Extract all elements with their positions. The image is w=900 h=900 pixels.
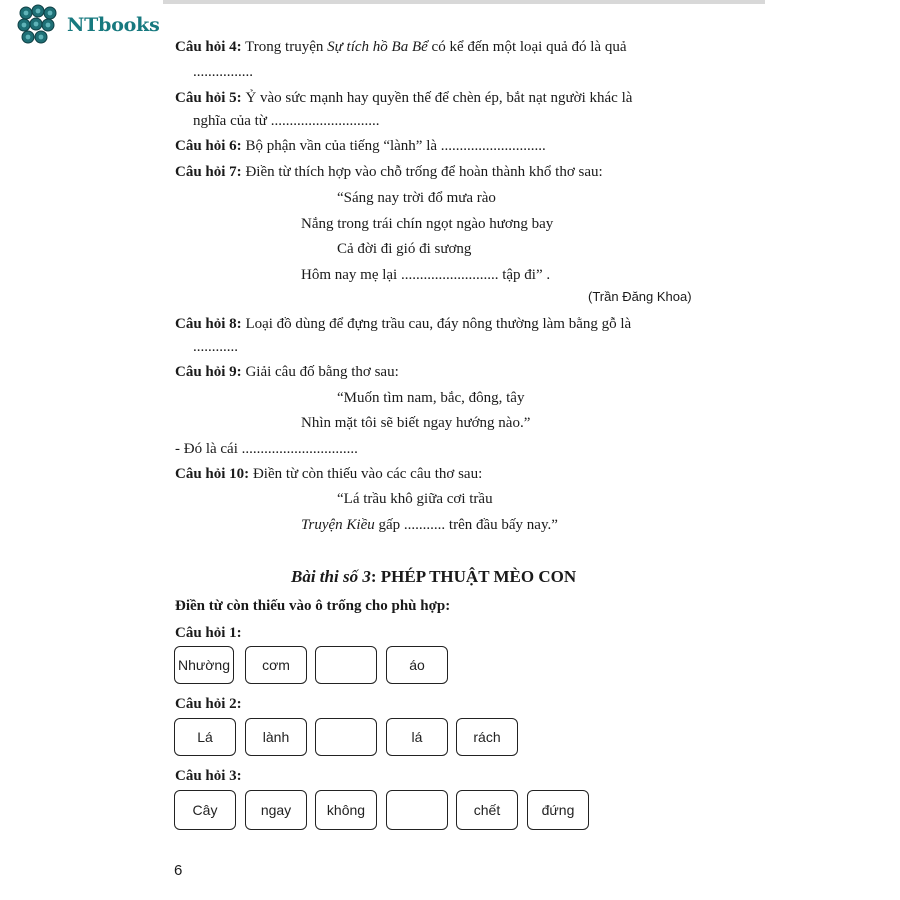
question-10-poem-rest: gấp ........... trên đầu bấy nay.”	[374, 517, 558, 533]
puzzle-2-blank-box[interactable]	[315, 718, 377, 756]
puzzle-2-box-1: Lá	[174, 718, 236, 756]
question-8-label: Câu hỏi 8:	[175, 316, 242, 332]
section-instruction: Điền từ còn thiếu vào ô trống cho phù hợp:	[175, 598, 451, 614]
question-10-label: Câu hỏi 10:	[175, 466, 250, 482]
question-9-text: Giải câu đố bằng thơ sau:	[245, 364, 399, 380]
cube-cluster-logo-icon	[16, 3, 64, 47]
question-4-line-1	[175, 38, 627, 56]
question-5-line-2: nghĩa của từ .............................	[193, 113, 380, 129]
puzzle-3-label: Câu hỏi 3:	[175, 768, 242, 784]
question-7-poem-line-3: Cả đời đi gió đi sương	[337, 241, 472, 257]
question-10-text: Điền từ còn thiếu vào các câu thơ sau:	[252, 466, 483, 482]
question-9-poem-line-2: Nhìn mặt tôi sẽ biết ngay hướng nào.”	[301, 415, 531, 431]
top-edge-bar	[163, 0, 765, 4]
question-9-label: Câu hỏi 9:	[175, 364, 242, 380]
puzzle-2-box-2: lành	[245, 718, 307, 756]
question-5-line-1	[175, 89, 632, 107]
puzzle-3-box-2: ngay	[245, 790, 307, 830]
puzzle-3-box-5: chết	[456, 790, 518, 830]
puzzle-2-label: Câu hỏi 2:	[175, 696, 242, 712]
question-6-line	[175, 137, 546, 155]
section-title-rest: : PHÉP THUẬT MÈO CON	[370, 567, 577, 586]
question-9-poem-line-1: “Muốn tìm nam, bắc, đông, tây	[337, 390, 525, 406]
question-9-line	[175, 363, 399, 381]
question-7-line	[175, 163, 603, 181]
question-8-text: Loại đồ dùng để đựng trầu cau, đáy nông thường làm bằng gỗ là	[245, 316, 632, 332]
question-7-label: Câu hỏi 7:	[175, 164, 242, 180]
question-7-text: Điền từ thích hợp vào chỗ trống để hoàn thành khổ thơ sau:	[245, 164, 603, 180]
question-4-text-a: Trong truyện	[245, 39, 328, 55]
puzzle-1-box-1: Nhường	[174, 646, 234, 684]
puzzle-1-box-4: áo	[386, 646, 448, 684]
question-4-label: Câu hỏi 4:	[175, 39, 242, 55]
puzzle-2-box-5: rách	[456, 718, 518, 756]
brand-name: NTbooks	[67, 14, 160, 36]
question-4-blank: ................	[193, 64, 253, 80]
section-title	[291, 567, 576, 587]
puzzle-1-blank-box[interactable]	[315, 646, 377, 684]
puzzle-2-box-4: lá	[386, 718, 448, 756]
question-10-poem-line-1: “Lá trầu khô giữa cơi trầu	[337, 491, 493, 507]
question-10-line	[175, 465, 482, 483]
puzzle-1-label: Câu hỏi 1:	[175, 625, 242, 641]
question-7-poem-line-1: “Sáng nay trời đổ mưa rào	[337, 190, 496, 206]
question-4-italic-title: Sự tích hồ Ba Bể	[327, 39, 428, 55]
page-number: 6	[174, 862, 183, 879]
puzzle-3-box-1: Cây	[174, 790, 236, 830]
question-7-author: (Trần Đăng Khoa)	[588, 289, 692, 304]
puzzle-1-box-2: cơm	[245, 646, 307, 684]
question-9-answer: - Đó là cái ...............................	[175, 441, 358, 457]
question-5-label: Câu hỏi 5:	[175, 90, 242, 106]
puzzle-3-box-3: không	[315, 790, 377, 830]
brand-logo[interactable]	[16, 4, 160, 46]
puzzle-3-box-6: đứng	[527, 790, 589, 830]
question-6-text: Bộ phận vần của tiếng “lành” là ............................	[245, 138, 546, 154]
question-10-italic-title: Truyện Kiều	[301, 517, 375, 533]
section-title-italic: Bài thi số 3	[291, 567, 371, 586]
question-4-text-b: có kể đến một loại quả đó là quả	[427, 39, 627, 55]
question-5-text: Ỷ vào sức mạnh hay quyền thế để chèn ép, bắt nạt người khác là	[245, 90, 633, 106]
question-6-label: Câu hỏi 6:	[175, 138, 242, 154]
question-10-poem-line-2	[301, 516, 558, 534]
question-7-poem-line-4: Hôm nay mẹ lại .......................... tập đi” .	[301, 267, 551, 283]
puzzle-3-blank-box[interactable]	[386, 790, 448, 830]
question-7-poem-line-2: Nắng trong trái chín ngọt ngào hương bay	[301, 216, 554, 232]
question-8-line-1	[175, 315, 631, 333]
question-8-blank: ............	[193, 339, 238, 355]
